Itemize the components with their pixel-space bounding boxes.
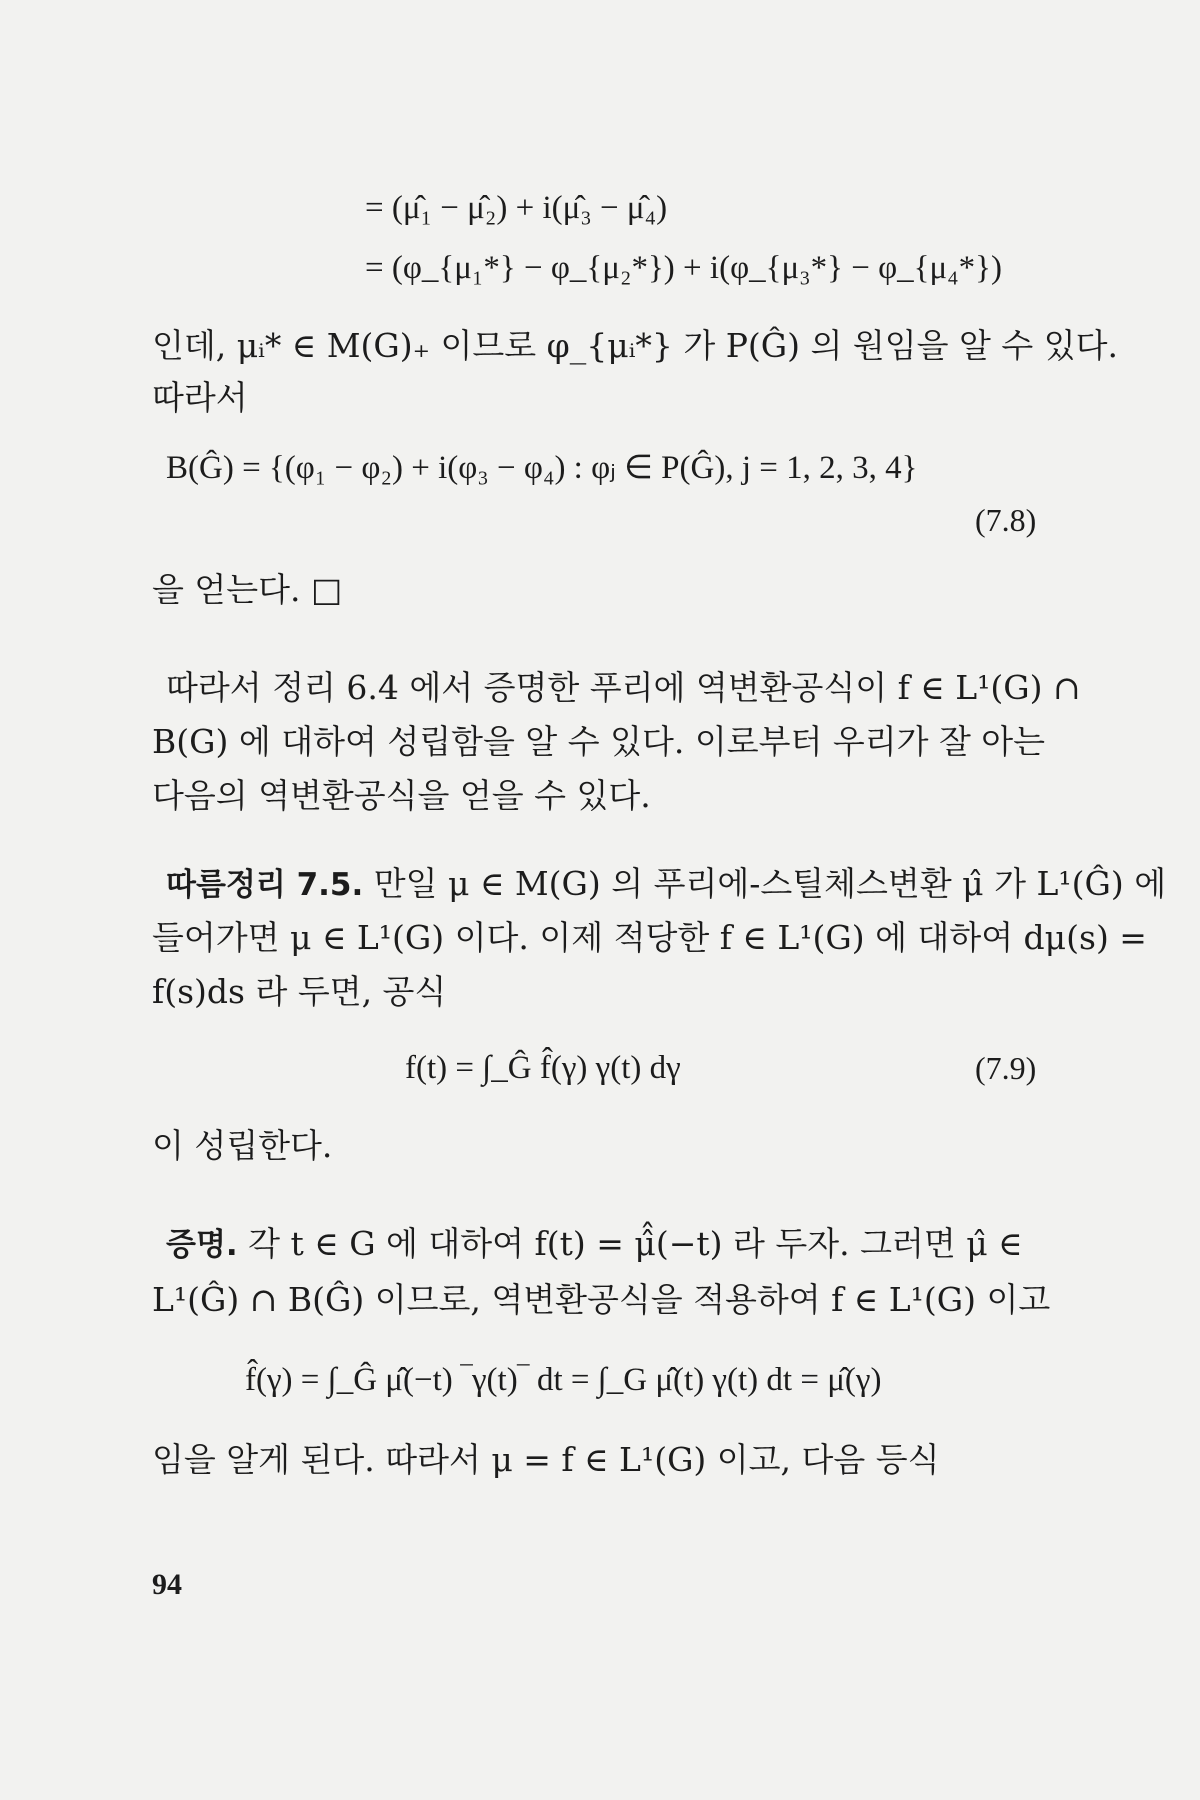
- equation-number-7-8: (7.8): [975, 502, 1037, 538]
- corollary-label: 따름정리 7.5.: [166, 867, 364, 903]
- paragraph-line: L¹(Ĝ) ∩ B(Ĝ) 이므로, 역변환공식을 적용하여 f ∈ L¹(G) 이고: [152, 1280, 1051, 1319]
- paragraph-line: 따라서: [152, 378, 248, 417]
- paragraph-line: 들어가면 μ ∈ L¹(G) 이다. 이제 적당한 f ∈ L¹(G) 에 대하여 dμ(s) =: [152, 918, 1147, 957]
- paragraph-line: 이 성립한다.: [152, 1126, 333, 1165]
- paragraph-line: 임을 알게 된다. 따라서 μ = f ∈ L¹(G) 이고, 다음 등식: [152, 1440, 940, 1479]
- paragraph-line: B(G) 에 대하여 성립함을 알 수 있다. 이로부터 우리가 잘 아는: [152, 722, 1046, 761]
- page-number: 94: [152, 1568, 182, 1601]
- paragraph-line: 을 얻는다. □: [152, 570, 343, 609]
- equation-7-8: B(Ĝ) = {(φ₁ − φ₂) + i(φ₃ − φ₄) : φⱼ ∈ P(Ĝ), j = 1, 2, 3, 4}: [166, 450, 918, 486]
- proof-line: [166, 1224, 1023, 1265]
- paragraph-line: f(s)ds 라 두면, 공식: [152, 972, 447, 1011]
- equation-7-9: f(t) = ∫_Ĝ f̂(γ) γ(t) dγ: [405, 1050, 681, 1086]
- equation-line-a: = (μ̂₁ − μ̂₂) + i(μ̂₃ − μ̂₄): [365, 190, 668, 226]
- proof-label: 증명.: [166, 1227, 238, 1263]
- paragraph-line: 따라서 정리 6.4 에서 증명한 푸리에 역변환공식이 f ∈ L¹(G) ∩: [166, 668, 1081, 707]
- paragraph-line: 인데, μᵢ* ∈ M(G)₊ 이므로 φ_{μᵢ*} 가 P(Ĝ) 의 원임을 알 수 있다.: [152, 326, 1118, 365]
- proof-text: 각 t ∈ G 에 대하여 f(t) = μ̂̂(−t) 라 두자. 그러면 μ̂ ∈: [248, 1224, 1023, 1263]
- corollary-7-5-line: [166, 864, 1166, 905]
- equation-line-b: = (φ_{μ₁*} − φ_{μ₂*}) + i(φ_{μ₃*} − φ_{μ₄*}): [365, 250, 1003, 286]
- paragraph-line: 다음의 역변환공식을 얻을 수 있다.: [152, 776, 651, 815]
- equation-proof: f̂(γ) = ∫_Ĝ μ̂̂(−t) ‾γ(t)‾ dt = ∫_G μ̂̂(t) γ(t) dt = μ̂(γ): [245, 1362, 882, 1398]
- corollary-text: 만일 μ ∈ M(G) 의 푸리에-스틸체스변환 μ̂ 가 L¹(Ĝ) 에: [373, 864, 1167, 903]
- equation-number-7-9: (7.9): [975, 1050, 1037, 1086]
